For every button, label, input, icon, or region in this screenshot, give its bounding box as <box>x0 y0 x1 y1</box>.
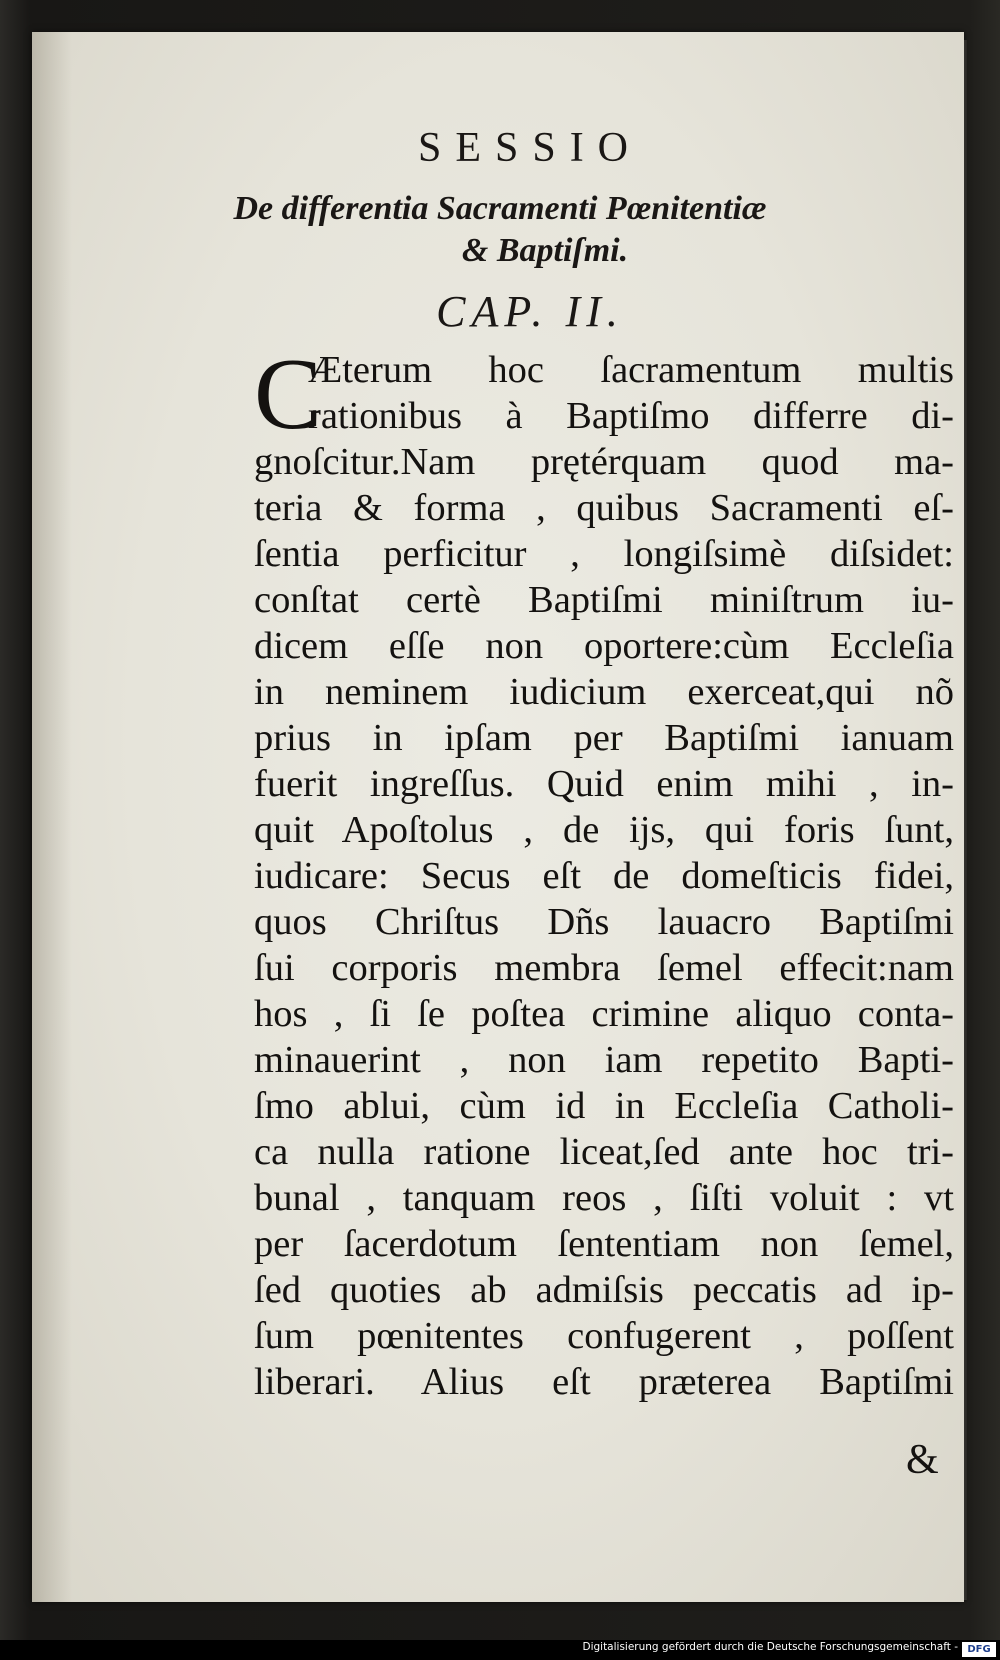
digitization-credit: Digitalisierung gefördert durch die Deutsche Forschungsgemeinschaft - <box>582 1641 958 1653</box>
text-line: teria & forma , quibus Sacramenti eſ- <box>254 487 954 529</box>
text-line: in neminem iudicium exerceat,qui nõ <box>254 671 954 713</box>
drop-cap: C <box>254 338 323 451</box>
chapter-title-line-2: & Baptiſmi. <box>461 232 629 269</box>
text-line: ſentia perficitur , longiſsimè diſsidet: <box>254 533 954 575</box>
text-line: gnoſcitur.Nam prętérquam quod ma- <box>254 441 954 483</box>
text-line: minauerint , non iam repetito Bapti- <box>254 1039 954 1081</box>
chapter-title-line-1: De differentia Sacramenti Pœnitentiæ <box>233 190 767 227</box>
text-line: quit Apoſtolus , de ĳs, qui foris ſunt, <box>254 809 954 851</box>
chapter-number: CAP. II. <box>436 287 624 336</box>
text-line: conſtat certè Baptiſmi miniſtrum iu- <box>254 579 954 621</box>
text-line: rationibus à Baptiſmo differre di- <box>308 395 954 437</box>
text-line: ſed quoties ab admiſsis peccatis ad ip- <box>254 1269 954 1311</box>
text-line: prius in ipſam per Baptiſmi ianuam <box>254 717 954 759</box>
text-line: iudicare: Secus eſt de domeſticis fidei, <box>254 855 954 897</box>
text-line: ſmo ablui, cùm id in Eccleſia Catholi- <box>254 1085 954 1127</box>
dfg-logo: DFG <box>962 1642 996 1657</box>
text-line: dicem eſſe non oportere:cùm Eccleſia <box>254 625 954 667</box>
text-line: per ſacerdotum ſententiam non ſemel, <box>254 1223 954 1265</box>
text-line: ſui corporis membra ſemel effecit:nam <box>254 947 954 989</box>
text-line: ca nulla ratione liceat,ſed ante hoc tri- <box>254 1131 954 1173</box>
text-line: quos Chriſtus Dñs lauacro Baptiſmi <box>254 901 954 943</box>
text-line: bunal , tanquam reos , ſiſti voluit : vt <box>254 1177 954 1219</box>
text-line: Æterum hoc ſacramentum multis <box>308 349 954 391</box>
running-head: SESSIO <box>417 125 643 171</box>
body-text <box>254 338 954 1405</box>
text-line: hos , ſi ſe poſtea crimine aliquo conta- <box>254 993 954 1035</box>
text-line: fuerit ingreſſus. Quid enim mihi , in- <box>254 763 954 805</box>
catchword: & <box>906 1437 939 1483</box>
text-line: liberari. Alius eſt præterea Baptiſmi <box>254 1361 954 1403</box>
text-line: ſum pœnitentes confugerent , poſſent <box>254 1315 954 1357</box>
